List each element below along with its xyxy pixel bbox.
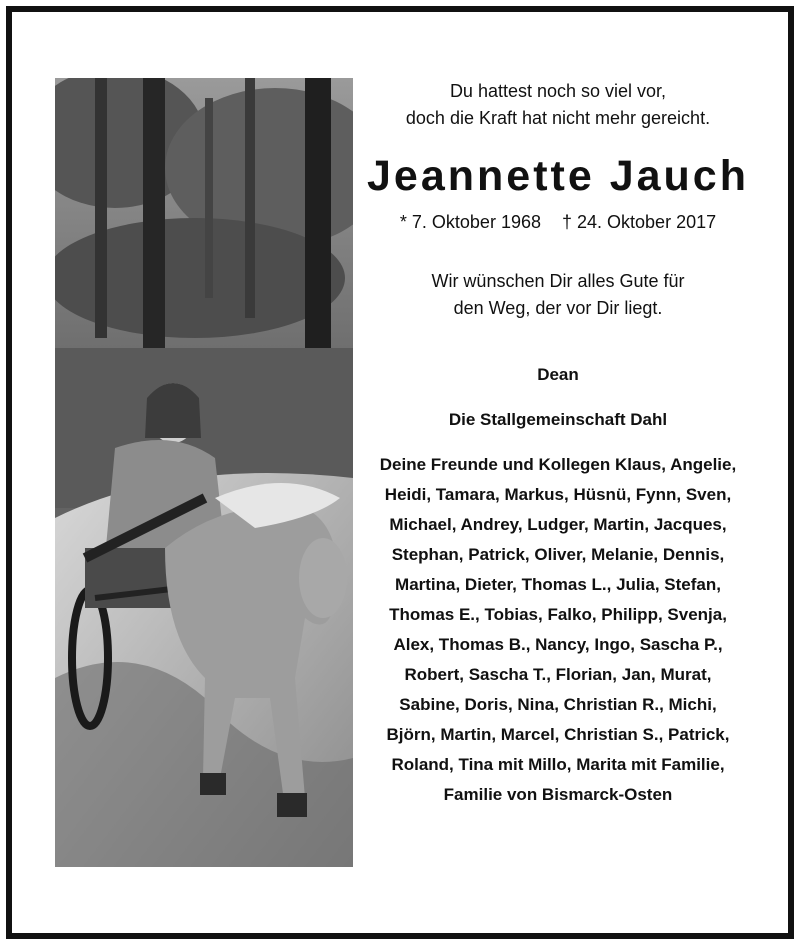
signer-friends bbox=[358, 450, 758, 810]
wish-verse bbox=[358, 268, 758, 322]
intro-line-2: doch die Kraft hat nicht mehr gereicht. bbox=[405, 108, 711, 128]
memorial-photo bbox=[55, 78, 353, 867]
intro-line-1: Du hattest noch so viel vor, bbox=[449, 81, 667, 101]
wish-line-2: den Weg, der vor Dir liegt. bbox=[453, 298, 663, 318]
friends-line: Sabine, Doris, Nina, Christian R., Michi, bbox=[399, 695, 717, 714]
friends-line: Björn, Martin, Marcel, Christian S., Patrick, bbox=[386, 725, 730, 744]
friends-line: Familie von Bismarck-Osten bbox=[443, 785, 673, 804]
wish-line-1: Wir wünschen Dir alles Gute für bbox=[431, 271, 685, 291]
friends-line: Alex, Thomas B., Nancy, Ingo, Sascha P., bbox=[393, 635, 723, 654]
friends-line: Thomas E., Tobias, Falko, Philipp, Svenja, bbox=[389, 605, 727, 624]
text-column bbox=[358, 78, 758, 810]
friends-line: Martina, Dieter, Thomas L., Julia, Stefan, bbox=[395, 575, 721, 594]
life-dates bbox=[358, 210, 758, 234]
birth-date: * 7. Oktober 1968 bbox=[399, 212, 541, 232]
death-date: † 24. Oktober 2017 bbox=[562, 212, 717, 232]
friends-line: Deine Freunde und Kollegen Klaus, Angelie, bbox=[379, 455, 737, 474]
friends-line: Roland, Tina mit Millo, Marita mit Familie, bbox=[391, 755, 725, 774]
friends-line: Heidi, Tamara, Markus, Hüsnü, Fynn, Sven, bbox=[384, 485, 732, 504]
friends-line: Michael, Andrey, Ludger, Martin, Jacques, bbox=[389, 515, 727, 534]
deceased-name: Jeannette Jauch bbox=[367, 152, 749, 200]
photo-woman-with-pony-cart bbox=[55, 78, 353, 867]
signer-dean: Dean bbox=[537, 365, 579, 384]
intro-verse bbox=[358, 78, 758, 132]
signer-stall-community: Die Stallgemeinschaft Dahl bbox=[448, 410, 668, 429]
friends-line: Stephan, Patrick, Oliver, Melanie, Dennis, bbox=[391, 545, 725, 564]
friends-line: Robert, Sascha T., Florian, Jan, Murat, bbox=[404, 665, 712, 684]
